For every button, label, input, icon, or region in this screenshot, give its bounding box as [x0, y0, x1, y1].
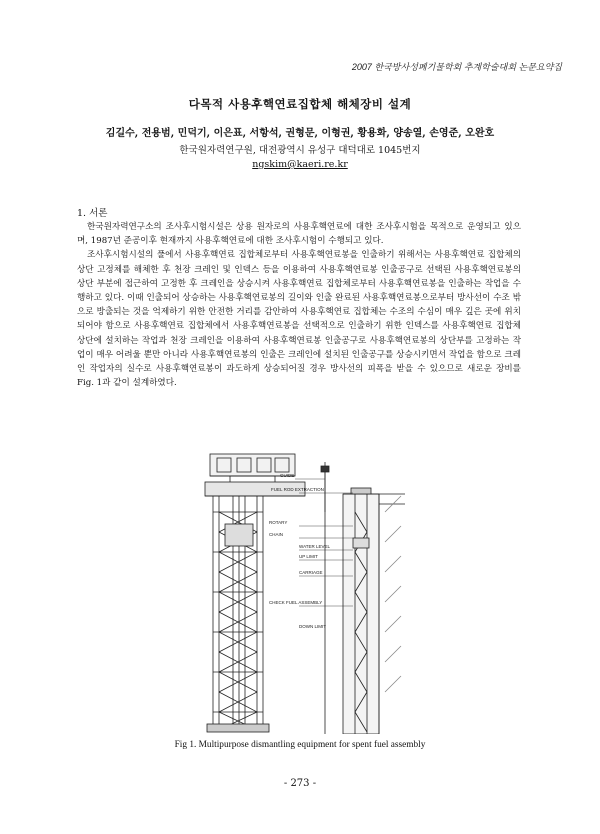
- label-chain: CHAIN: [269, 532, 284, 537]
- email-link[interactable]: ngskim@kaeri.re.kr: [252, 159, 348, 170]
- pool-section-drawing: [295, 462, 405, 734]
- equipment-figure: [175, 452, 535, 734]
- author-list: 김길수, 전용범, 민덕기, 이은표, 서항석, 권형문, 이형권, 황용화, 양송열, 손영준, 오완호: [105, 128, 495, 139]
- figure-caption: Fig 1. Multipurpose dismantling equipment for spent fuel assembly: [174, 740, 426, 750]
- equipment-drawing-left: [205, 454, 305, 732]
- affiliation: 한국원자력연구원, 대전광역시 유성구 대덕대로 1045번지: [179, 145, 421, 156]
- running-head: 2007 한국방사성폐기물학회 추계학술대회 논문요약집: [351, 62, 562, 72]
- label-down-limit: DOWN LIMIT: [299, 624, 326, 629]
- body-text: [77, 220, 521, 390]
- label-carriage: CARRIAGE: [299, 570, 323, 575]
- section-heading: 1. 서론: [77, 208, 108, 219]
- paragraph-1: 한국원자력연구소의 조사후시험시설은 상용 원자로의 사용후핵연료에 대한 조사후시험을 목적으로 운영되고 있으며, 1987년 준공이후 현재까지 사용후핵연료에 대한 조사후시험이 수행되고 있다.: [77, 222, 521, 247]
- paper-title: 다목적 사용후핵연료집합체 해체장비 설계: [188, 97, 412, 111]
- label-assembly: CHECK FUEL ASSEMBLY: [269, 600, 323, 605]
- label-extraction: FUEL ROD EXTRACTION: [271, 487, 324, 492]
- label-guide: GUIDE: [280, 473, 295, 478]
- label-rotary: ROTARY: [269, 520, 288, 525]
- paragraph-2: 조사후시험시설의 풀에서 사용후핵연료 집합체로부터 사용후핵연료봉을 인출하기 위해서는 사용후핵연료 집합체의 상단 고정체를 해체한 후 천장 크레인 및 인덱스 등을 이용하여 사용후핵연료봉 인출공구로 선택된 사용후핵연료봉의 상단 부분에 접근하여 고정한 후 크레인을 상승시켜 사용후핵연료 집합체로부터 사용후핵연료봉을 인출하는 작업을 수행하고 있다. 이때 인출되어 상승하는 사용후핵연료봉의 길이와 인출 완료된 사용후핵연료봉으로부터 방사선이 수조 밖으로 방출되는 것을 억제하기 위한 안전한 거리를 감안하여 사용후핵연료 집합체는 수조의 수심이 매우 깊은 곳에 위치되어야 함으로 사용후핵연료 집합체에서 사용후핵연료봉을 선택적으로 인출하기 위한 인덱스를 사용후핵연료 집합체 상단에 설치하는 작업과 천장 크레인을 이용하여 사용후핵연료봉 인출공구로 사용후핵연료봉의 상단부를 고정하는 작업이 매우 어려울 뿐만 아니라 사용후핵연료봉의 인출은 크레인에 설치된 인출공구를 상승시키면서 작업을 함으로 크레인 작업자의 실수로 사용후핵연료봉이 과도하게 상승되어질 경우 방사선의 피폭을 받을 수 있으므로 새로운 장비를 Fig. 1과 같이 설계하였다.: [77, 250, 521, 389]
- label-water: WATER LEVEL: [299, 544, 331, 549]
- page-number: - 273 -: [283, 778, 317, 789]
- label-up-limit: UP LIMIT: [299, 554, 318, 559]
